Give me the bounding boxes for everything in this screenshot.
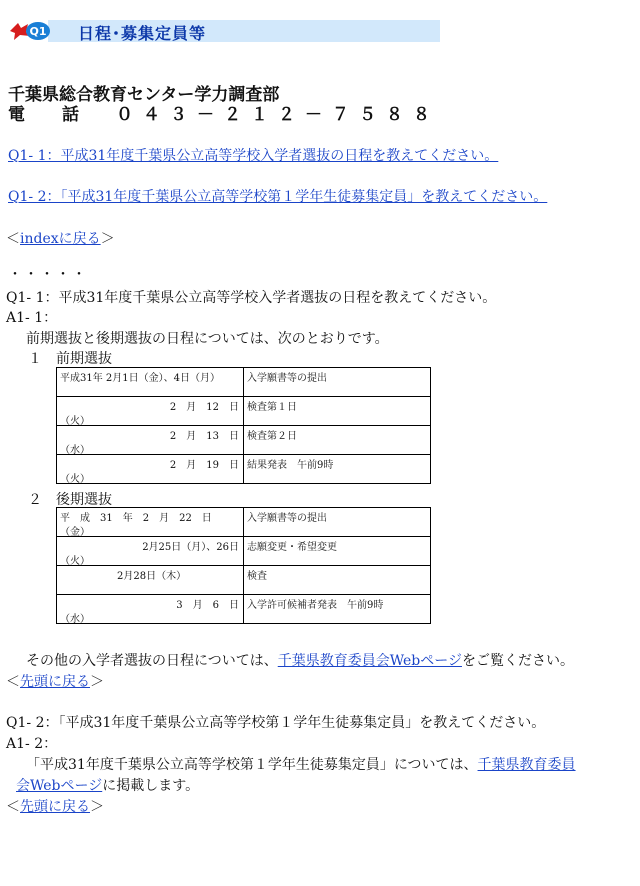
table-row	[57, 455, 431, 484]
event-cell: 入学許可候補者発表 午前9時	[244, 595, 431, 624]
answer-prefix: 「平成31年度千葉県公立高等学校第１学年生徒募集定員」については、	[26, 757, 478, 773]
event-cell: 入学願書等の提出	[244, 368, 431, 397]
date-cell	[57, 397, 244, 426]
table-row	[57, 397, 431, 426]
table-row	[57, 595, 431, 624]
date-left: 平 成 31 年 2 月 22 日	[60, 513, 212, 524]
date-cell	[57, 426, 244, 455]
table-row	[57, 537, 431, 566]
bracket-close: ＞	[90, 674, 104, 690]
bracket-open: ＜	[6, 674, 20, 690]
back-to-top-link[interactable]: 先頭に戻る	[20, 674, 90, 690]
early-heading: １ 前期選抜	[28, 351, 112, 367]
date-left: 平成31年 2月1日（金）、4日（月）	[60, 373, 220, 384]
header-bar	[8, 18, 440, 44]
date-right: 2 月 12 日	[169, 402, 239, 413]
date-right: 2月28日（木）	[117, 571, 187, 582]
day: （火）	[60, 556, 90, 567]
bracket-close: ＞	[100, 231, 115, 247]
table-row	[57, 508, 431, 537]
section2-question: Q1- 2：「平成31年度千葉県公立高等学校第１学年生徒募集定員」を教えてください。	[6, 715, 546, 731]
day: （火）	[60, 416, 90, 427]
phone-number: 電 話 ０４３－２１２－７５８８	[8, 105, 440, 125]
table-row	[57, 566, 431, 595]
event-cell: 検査第１日	[244, 397, 431, 426]
answer-suffix: に掲載します。	[102, 778, 200, 794]
back-to-top-link-2[interactable]: 先頭に戻る	[20, 799, 90, 815]
day: （金）	[60, 527, 90, 538]
event-cell: 入学願書等の提出	[244, 508, 431, 537]
table-row	[57, 368, 431, 397]
event-cell: 結果発表 午前9時	[244, 455, 431, 484]
date-cell	[57, 508, 244, 537]
section1-answer-label: A1- 1：	[6, 310, 58, 326]
day: （水）	[60, 614, 90, 625]
late-schedule-table	[56, 507, 431, 624]
table-row	[57, 426, 431, 455]
day: （火）	[60, 474, 90, 485]
link-q1-2[interactable]: Q1- 2：「平成31年度千葉県公立高等学校第１学年生徒募集定員」を教えてください。	[8, 189, 548, 205]
divider-dots: ・・・・・	[8, 267, 88, 283]
back-to-top-1	[6, 671, 104, 691]
board-of-education-link-2-cont[interactable]: 会Webページ	[16, 778, 103, 794]
date-cell	[57, 566, 244, 595]
board-of-education-link-2[interactable]: 千葉県教育委員	[477, 757, 576, 773]
date-cell	[57, 595, 244, 624]
back-to-index-link[interactable]: indexに戻る	[20, 231, 101, 247]
link-q1-1[interactable]: Q1- 1：平成31年度千葉県公立高等学校入学者選抜の日程を教えてください。	[8, 148, 499, 164]
late-heading: ２ 後期選抜	[28, 492, 112, 508]
bracket-close: ＞	[90, 799, 104, 815]
date-right: 3 月 6 日	[176, 600, 239, 611]
section2-answer-line2	[16, 775, 199, 795]
date-cell	[57, 368, 244, 397]
day: （水）	[60, 445, 90, 456]
date-cell	[57, 455, 244, 484]
section1-intro: 前期選抜と後期選抜の日程については、次のとおりです。	[26, 331, 389, 347]
section1-question: Q1- 1：平成31年度千葉県公立高等学校入学者選抜の日程を教えてください。	[6, 290, 497, 306]
event-cell: 検査	[244, 566, 431, 595]
back-index	[6, 228, 115, 248]
org-name: 千葉県総合教育センター学力調査部	[8, 85, 280, 105]
page-title: 日程･募集定員等	[78, 24, 207, 43]
note-prefix: その他の入学者選抜の日程については、	[26, 653, 278, 669]
q1-badge-icon	[8, 18, 52, 44]
board-of-education-link[interactable]: 千葉県教育委員会Webページ	[277, 653, 462, 669]
section2-answer-line1	[26, 754, 576, 774]
event-cell: 検査第２日	[244, 426, 431, 455]
date-right: 2 月 13 日	[169, 431, 239, 442]
section2-answer-label: A1- 2：	[6, 736, 58, 752]
back-to-top-2	[6, 796, 104, 816]
note-suffix: をご覧ください。	[461, 653, 574, 669]
event-cell: 志願変更・希望変更	[244, 537, 431, 566]
other-schedule-note	[26, 650, 574, 670]
bracket-open: ＜	[6, 231, 20, 247]
bracket-open: ＜	[6, 799, 20, 815]
date-right: 2 月 19 日	[169, 460, 239, 471]
svg-text:Q1: Q1	[29, 25, 47, 38]
date-cell	[57, 537, 244, 566]
date-right: 2月25日（月）、26日	[142, 542, 239, 553]
early-schedule-table	[56, 367, 431, 484]
